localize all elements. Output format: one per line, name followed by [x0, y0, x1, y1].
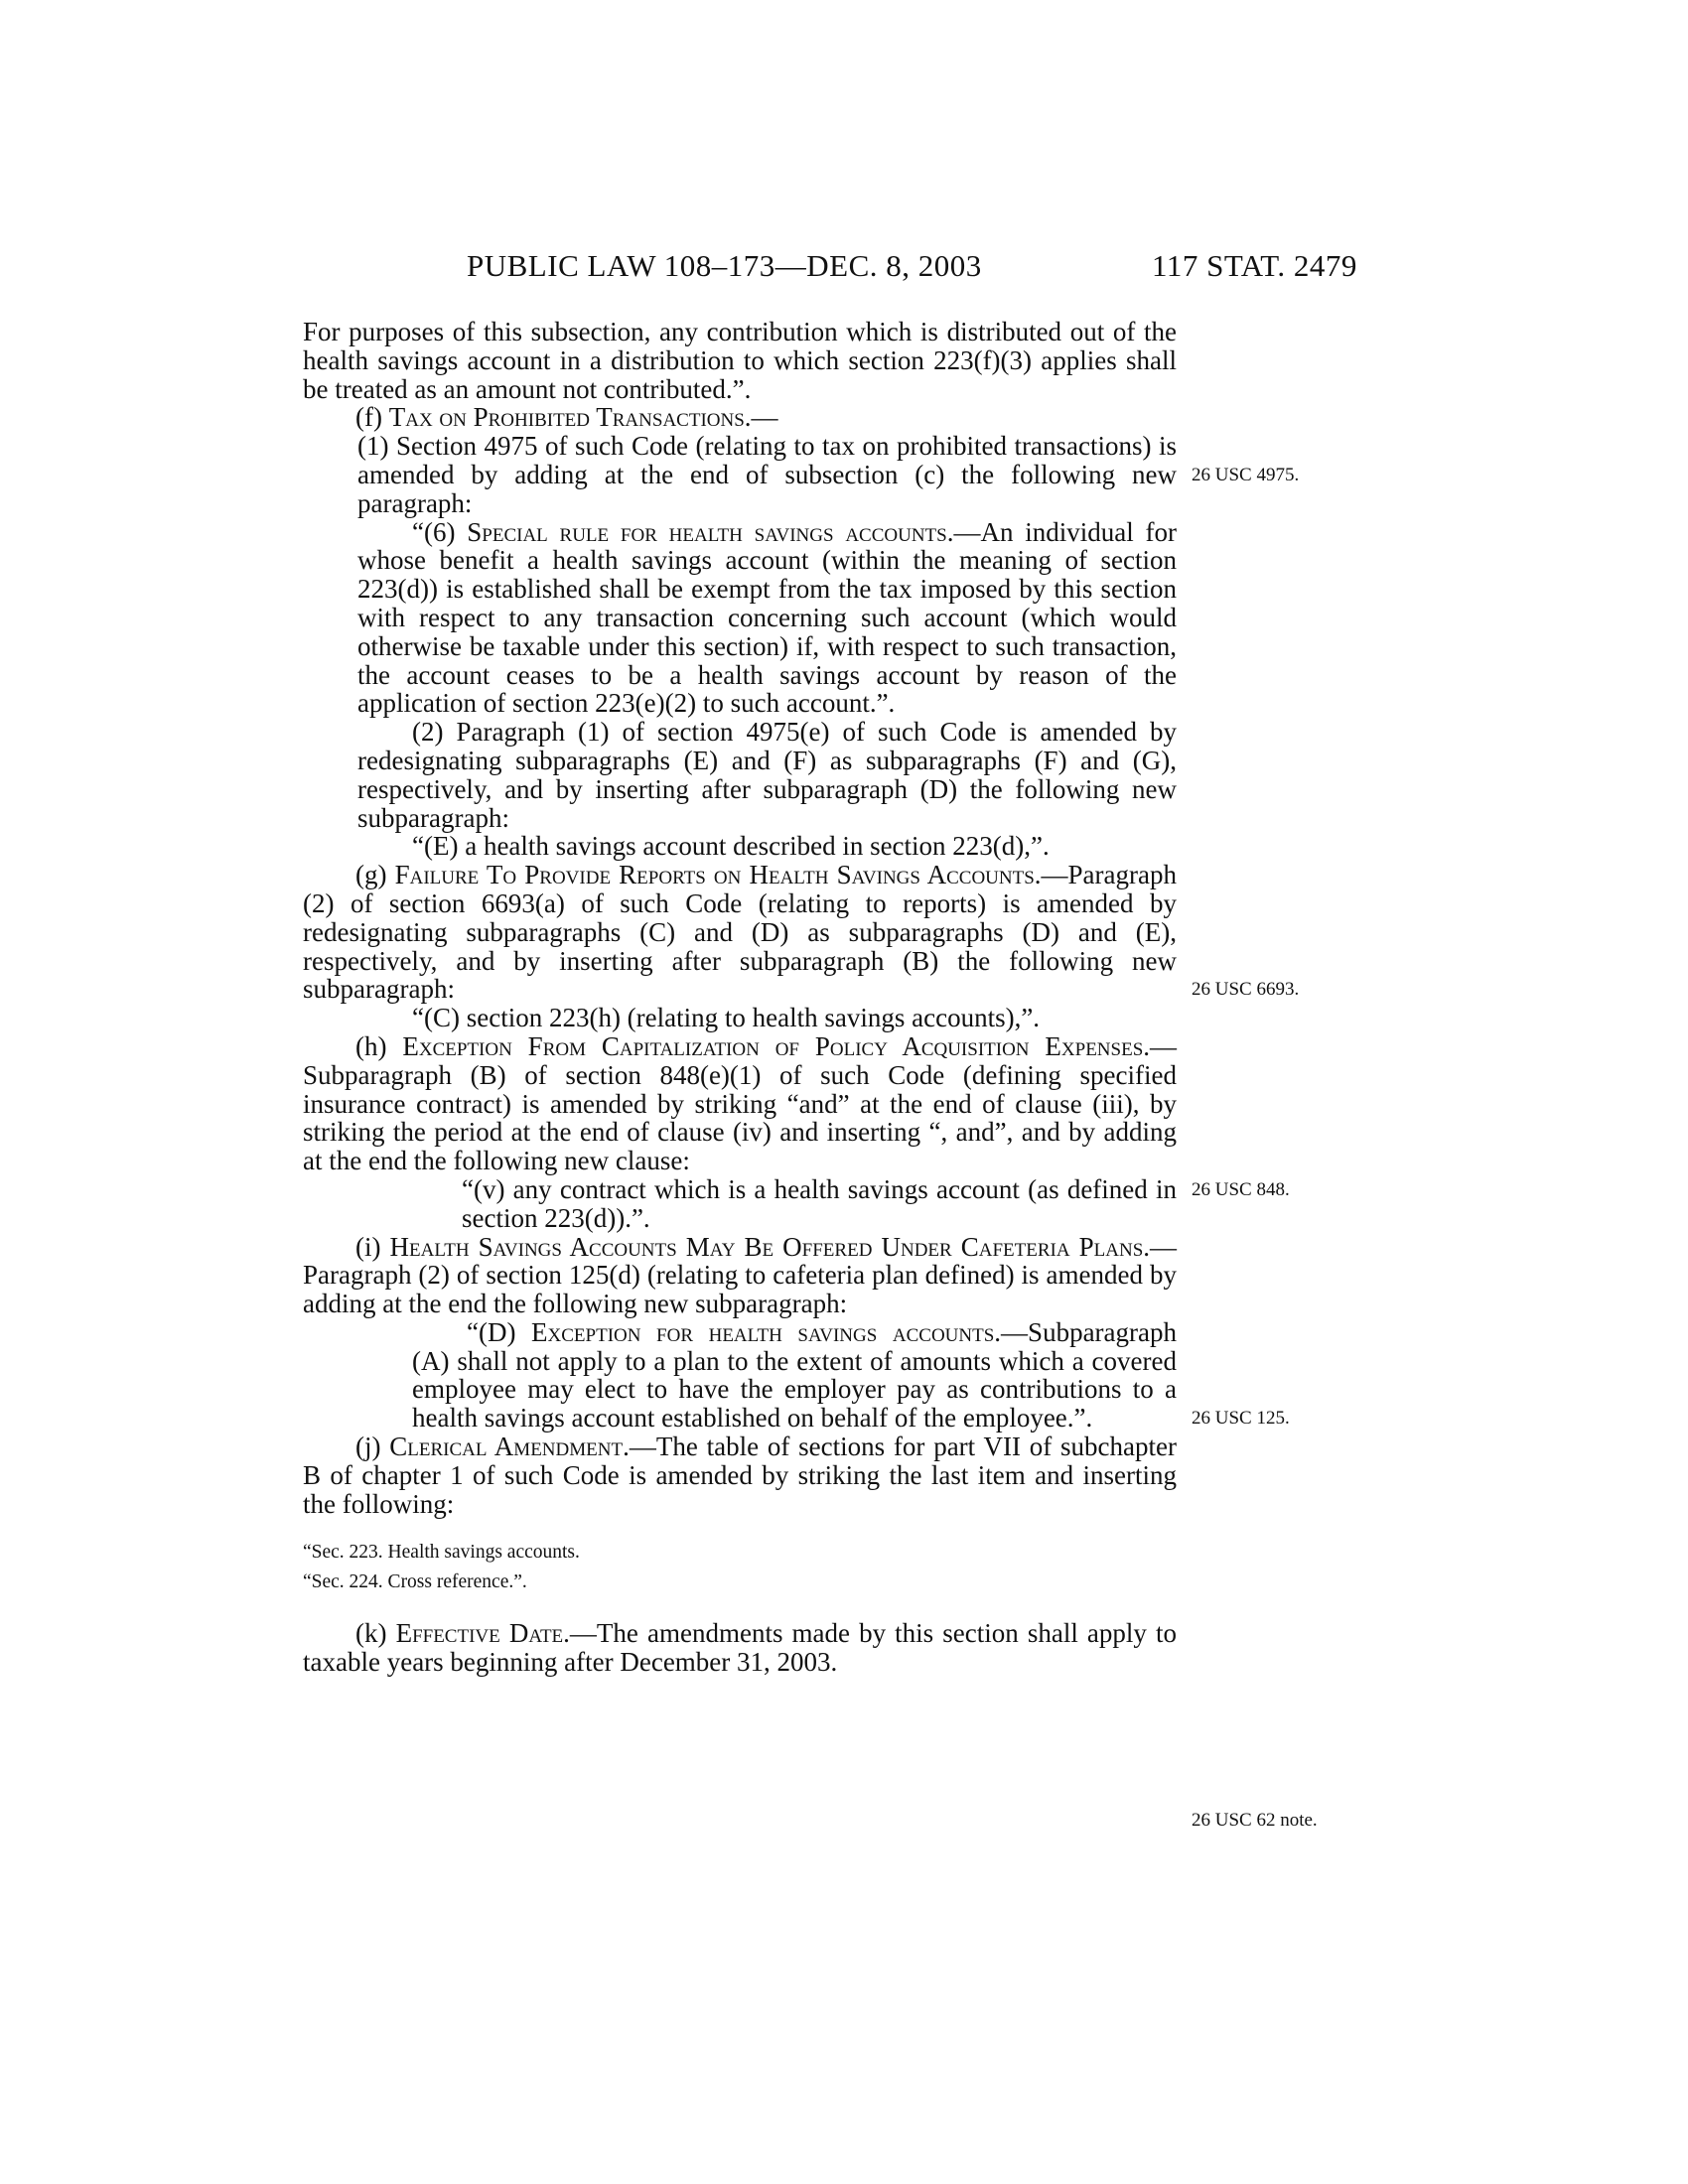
- subsection-k-title: Effective Date: [395, 1618, 564, 1649]
- margin-note-usc-6693: 26 USC 6693.: [1192, 979, 1300, 1000]
- quoted-subparagraph-c: “(C) section 223(h) (relating to health savings accounts),”.: [412, 1003, 1041, 1033]
- subsection-j: [303, 1433, 1177, 1518]
- paragraph-f1: (1) Section 4975 of such Code (relating to tax on prohibited transactions) is amended by adding at the end of subsection (c) the following new paragraph:: [357, 431, 1177, 518]
- paragraph-continuation: For purposes of this subsection, any contribution which is distributed out of the health savings account in a distribution to which section 223(f)(3) applies shall be treated as an amount not contributed.”.: [303, 317, 1177, 404]
- subsection-f-label: (f): [355, 402, 389, 433]
- document-body: [303, 318, 1177, 1677]
- quoted-e-text: “(E) a health savings account described in section 223(d),”.: [412, 831, 1050, 862]
- subsection-f-dash: .—: [744, 402, 778, 433]
- subsection-i: [303, 1233, 1177, 1318]
- subsection-i-text: .—Paragraph (2) of section 125(d) (relating to cafeteria plan defined) is amended by adding at the end the following new subparagraph:: [303, 1231, 1178, 1319]
- subsection-g: [303, 861, 1177, 1004]
- subsection-k-label: (k): [355, 1618, 396, 1649]
- quoted-6-text: .—An individual for whose benefit a health savings account (within the meaning of section 223(d)) is established shall be exempt from the tax imposed by this section with respect to any transaction concerning such account (which would otherwise be taxable under this section) if, with respect to such transaction, the account ceases to be a health savings account by reason of the application of section 223(e)(2) to such account.”.: [357, 516, 1177, 719]
- table-item: “Sec. 224. Cross reference.”.: [303, 1571, 527, 1593]
- quoted-d-text: .—Subparagraph (A) shall not apply to a plan to the extent of amounts which a covered employee may elect to have the employer pay as contributions to a health savings account established on behalf of the employee.”.: [412, 1316, 1177, 1433]
- margin-note-usc-62-note: 26 USC 62 note.: [1192, 1810, 1318, 1831]
- running-head: PUBLIC LAW 108–173—DEC. 8, 2003: [467, 248, 982, 283]
- paragraph-f2: (2) Paragraph (1) of section 4975(e) of such Code is amended by redesignating subparagraphs (E) and (F) as subparagraphs (F) and (G), respectively, and by inserting after subparagraph (D) the following new subparagraph:: [357, 717, 1177, 833]
- subsection-g-title: Failure To Provide Reports on Health Savings Accounts: [394, 860, 1035, 890]
- subsection-j-label: (j): [355, 1432, 390, 1462]
- margin-note-usc-4975: 26 USC 4975.: [1192, 465, 1300, 485]
- quoted-6-title: Special rule for health savings accounts: [467, 516, 947, 547]
- subsection-j-text: .—The table of sections for part VII of subchapter B of chapter 1 of such Code is amended by striking the last item and inserting the following:: [303, 1432, 1177, 1519]
- quoted-clause-v: “(v) any contract which is a health savings account (as defined in section 223(d)).”.: [462, 1173, 1177, 1233]
- subsection-h: [303, 1032, 1177, 1175]
- margin-note-usc-848: 26 USC 848.: [1192, 1179, 1290, 1200]
- subsection-h-text: .—Subparagraph (B) of section 848(e)(1) of such Code (defining specified insurance contract) is amended by striking “and” at the end of clause (iii), by striking the period at the end of clause (iv) and inserting “, and”, and by adding at the end the following new clause:: [303, 1030, 1178, 1176]
- quoted-subparagraph-e: [412, 832, 1177, 861]
- statute-page-number: 117 STAT. 2479: [1152, 248, 1357, 283]
- subsection-i-title: Health Savings Accounts May Be Offered Under Cafeteria Plans: [389, 1231, 1144, 1262]
- quoted-6-label: “(6): [412, 516, 468, 547]
- subsection-g-label: (g): [355, 860, 395, 890]
- quoted-d-label: “(D): [467, 1316, 532, 1347]
- subsection-j-title: Clerical Amendment: [389, 1432, 624, 1462]
- quoted-d-title: Exception for health savings accounts: [531, 1316, 995, 1347]
- table-of-sections: [303, 1538, 1177, 1597]
- subsection-h-title: Exception From Capitalization of Policy Acquisition Expenses: [402, 1030, 1144, 1061]
- subsection-h-label: (h): [355, 1030, 403, 1061]
- subsection-k-text: .—The amendments made by this section shall apply to taxable years beginning after December 31, 2003.: [303, 1618, 1178, 1678]
- page-header: [0, 248, 1688, 288]
- quoted-paragraph-6: [357, 518, 1177, 719]
- subsection-g-text: .—Paragraph (2) of section 6693(a) of such Code (relating to reports) is amended by redesignating subparagraphs (C) and (D) as subparagraphs (D) and (E), respectively, and by inserting after subparagraph (B) the following new subparagraph:: [303, 860, 1177, 1005]
- subsection-f-title: Tax on Prohibited Transactions: [388, 402, 745, 433]
- subsection-i-label: (i): [355, 1231, 390, 1262]
- subsection-f-heading: [303, 403, 1177, 432]
- table-item: “Sec. 223. Health savings accounts.: [303, 1542, 580, 1564]
- subsection-k: [303, 1619, 1177, 1677]
- quoted-subparagraph-d: [412, 1318, 1177, 1433]
- margin-note-usc-125: 26 USC 125.: [1192, 1408, 1290, 1429]
